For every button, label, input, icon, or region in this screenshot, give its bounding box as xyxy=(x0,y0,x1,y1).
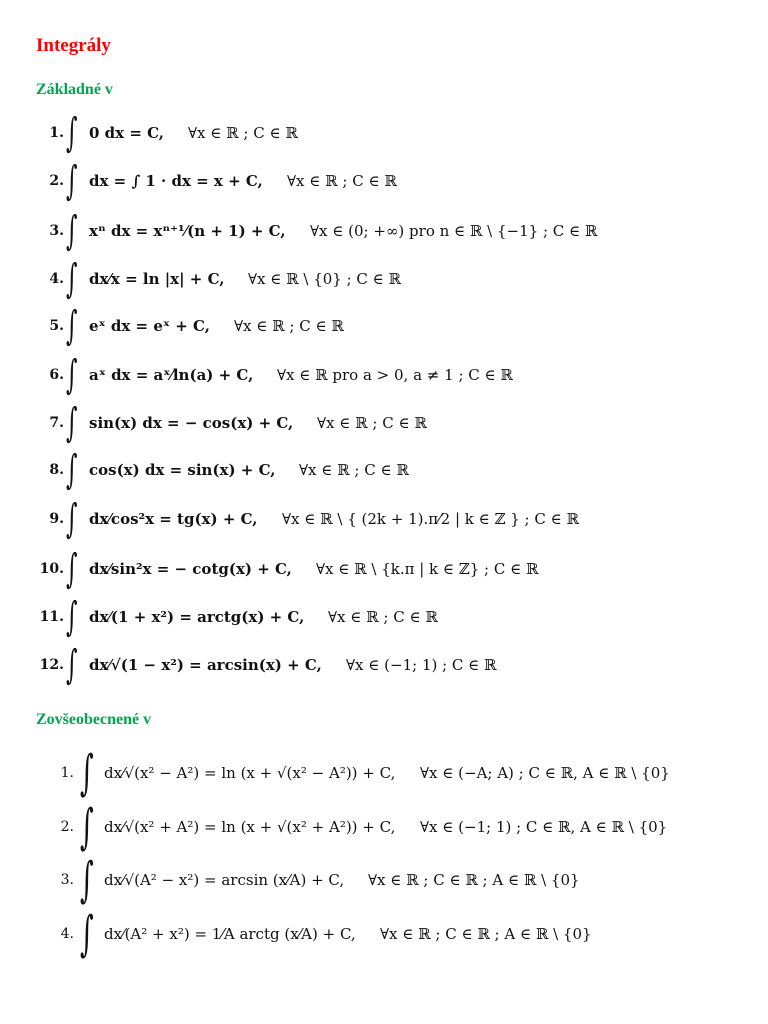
integral-row xyxy=(0,447,768,493)
integral-row xyxy=(0,256,768,302)
integral-sign: ∫ xyxy=(66,447,78,493)
integral-row xyxy=(0,594,768,640)
integral-formula: 0 dx = C, xyxy=(89,124,164,142)
integral-condition: ∀x ∈ ℝ \ { (2k + 1).π⁄2 | k ∈ ℤ } ; C ∈ ℝ xyxy=(282,510,579,528)
item-number: 11. xyxy=(39,609,64,625)
integral-condition: ∀x ∈ ℝ ; C ∈ ℝ xyxy=(287,172,397,190)
section-heading-basic: Základné v xyxy=(36,81,113,98)
integral-sign: ∫ xyxy=(66,303,78,349)
integral-condition: ∀x ∈ ℝ ; C ∈ ℝ xyxy=(328,608,438,626)
integral-condition: ∀x ∈ ℝ ; C ∈ ℝ ; A ∈ ℝ \ {0} xyxy=(368,871,580,889)
integral-sign: ∫ xyxy=(80,799,94,855)
integral-condition: ∀x ∈ (−A; A) ; C ∈ ℝ, A ∈ ℝ \ {0} xyxy=(420,764,670,782)
item-number: 8. xyxy=(49,462,64,478)
integral-row xyxy=(0,745,768,801)
integral-formula: eˣ dx = eˣ + C, xyxy=(89,317,210,335)
integral-sign: ∫ xyxy=(66,400,78,446)
item-number: 2. xyxy=(60,819,74,835)
integral-sign: ∫ xyxy=(66,352,78,398)
integral-formula: dx⁄√(x² + A²) = ln (x + √(x² + A²)) + C, xyxy=(104,818,396,836)
item-number: 1. xyxy=(60,765,74,781)
integral-formula: dx⁄(1 + x²) = arctg(x) + C, xyxy=(89,608,305,626)
item-number: 6. xyxy=(49,367,64,383)
integral-formula: dx⁄x = ln |x| + C, xyxy=(89,270,225,288)
integral-row xyxy=(0,642,768,688)
integral-formula: dx⁄√(x² − A²) = ln (x + √(x² − A²)) + C, xyxy=(104,764,396,782)
item-number: 12. xyxy=(39,657,64,673)
integral-sign: ∫ xyxy=(66,158,78,204)
integral-row xyxy=(0,546,768,592)
integral-sign: ∫ xyxy=(66,642,78,688)
integral-row xyxy=(0,400,768,446)
integral-sign: ∫ xyxy=(66,110,78,156)
integral-row xyxy=(0,303,768,349)
item-number: 5. xyxy=(49,318,64,334)
integral-formula: dx⁄sin²x = − cotg(x) + C, xyxy=(89,560,292,578)
section-heading-general: Zovšeobecnené v xyxy=(36,711,152,728)
item-number: 3. xyxy=(60,872,74,888)
integral-sign: ∫ xyxy=(80,745,94,801)
item-number: 4. xyxy=(60,926,74,942)
integral-row xyxy=(0,352,768,398)
integral-sign: ∫ xyxy=(80,852,94,908)
page-title: Integrály xyxy=(36,35,111,56)
integral-row xyxy=(0,799,768,855)
integral-condition: ∀x ∈ ℝ \ {0} ; C ∈ ℝ xyxy=(248,270,402,288)
integral-row xyxy=(0,852,768,908)
integral-condition: ∀x ∈ ℝ ; C ∈ ℝ xyxy=(234,317,344,335)
integral-condition: ∀x ∈ (0; +∞) pro n ∈ ℝ \ {−1} ; C ∈ ℝ xyxy=(310,222,598,240)
integral-sign: ∫ xyxy=(66,256,78,302)
integral-formula: aˣ dx = aˣ⁄ln(a) + C, xyxy=(89,366,254,384)
integral-sign: ∫ xyxy=(66,546,78,592)
integral-formula: dx⁄√(A² − x²) = arcsin (x⁄A) + C, xyxy=(104,871,345,889)
integral-condition: ∀x ∈ ℝ ; C ∈ ℝ xyxy=(299,461,409,479)
integral-condition: ∀x ∈ ℝ pro a > 0, a ≠ 1 ; C ∈ ℝ xyxy=(277,366,513,384)
integral-sign: ∫ xyxy=(66,594,78,640)
item-number: 3. xyxy=(49,223,64,239)
integral-condition: ∀x ∈ ℝ ; C ∈ ℝ ; A ∈ ℝ \ {0} xyxy=(380,925,592,943)
item-number: 1. xyxy=(49,125,64,141)
integral-formula: dx⁄√(1 − x²) = arcsin(x) + C, xyxy=(89,656,322,674)
item-number: 2. xyxy=(49,173,64,189)
integral-formula: sin(x) dx = − cos(x) + C, xyxy=(89,414,294,432)
integral-sign: ∫ xyxy=(66,208,78,254)
item-number: 9. xyxy=(49,511,64,527)
integral-row xyxy=(0,110,768,156)
integral-formula: xⁿ dx = xⁿ⁺¹⁄(n + 1) + C, xyxy=(89,222,286,240)
integral-row xyxy=(0,496,768,542)
integral-condition: ∀x ∈ (−1; 1) ; C ∈ ℝ xyxy=(346,656,497,674)
integral-formula: dx⁄(A² + x²) = 1⁄A arctg (x⁄A) + C, xyxy=(104,925,356,943)
integral-formula: cos(x) dx = sin(x) + C, xyxy=(89,461,276,479)
integral-row xyxy=(0,906,768,962)
integral-row xyxy=(0,158,768,204)
integral-condition: ∀x ∈ ℝ \ {k.π | k ∈ ℤ} ; C ∈ ℝ xyxy=(316,560,539,578)
item-number: 7. xyxy=(49,415,64,431)
integral-condition: ∀x ∈ ℝ ; C ∈ ℝ xyxy=(317,414,427,432)
item-number: 10. xyxy=(39,561,64,577)
integral-formula: dx⁄cos²x = tg(x) + C, xyxy=(89,510,258,528)
integral-formula: dx = ∫ 1 · dx = x + C, xyxy=(89,172,263,190)
integral-sign: ∫ xyxy=(80,906,94,962)
integral-condition: ∀x ∈ ℝ ; C ∈ ℝ xyxy=(188,124,298,142)
integral-row xyxy=(0,208,768,254)
item-number: 4. xyxy=(49,271,64,287)
integral-sign: ∫ xyxy=(66,496,78,542)
integral-condition: ∀x ∈ (−1; 1) ; C ∈ ℝ, A ∈ ℝ \ {0} xyxy=(420,818,668,836)
